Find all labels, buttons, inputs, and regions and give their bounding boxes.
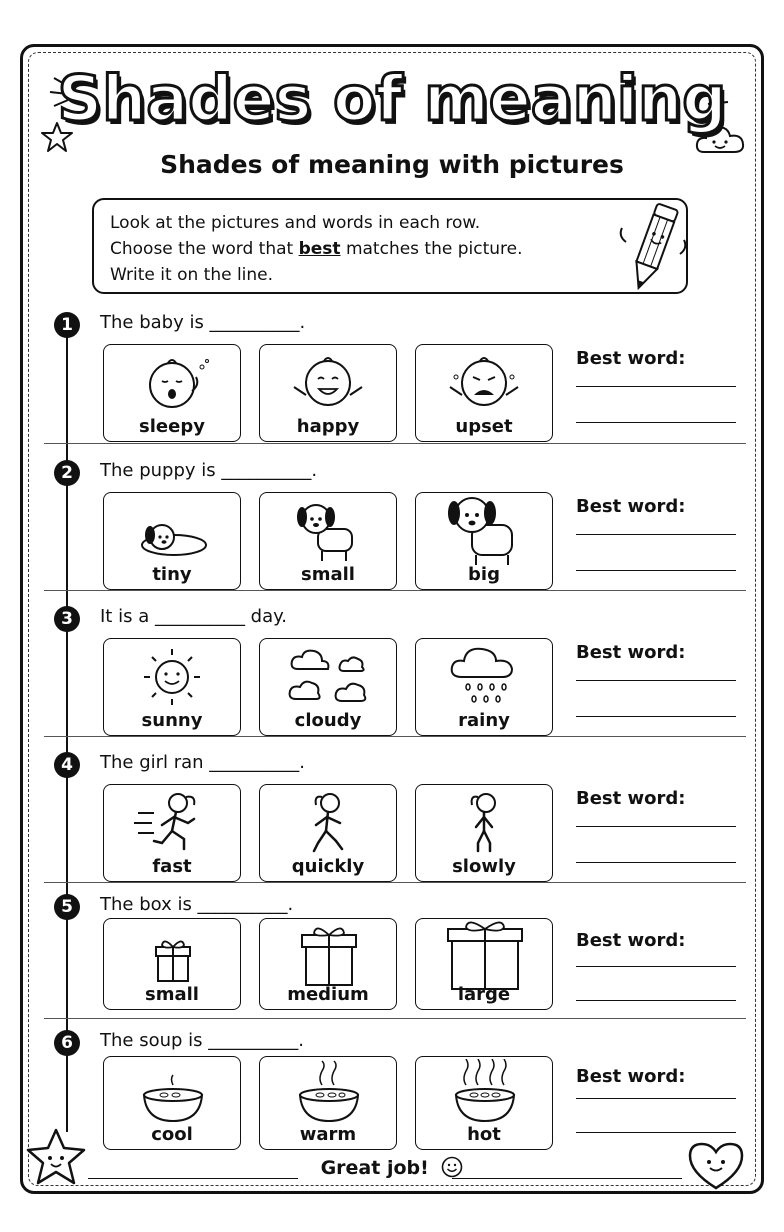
answer-line[interactable] xyxy=(576,1132,736,1133)
running-girl-icon xyxy=(260,787,396,857)
exercise-row-3 xyxy=(44,598,744,744)
heart-face-icon xyxy=(686,1138,746,1192)
word-label: hot xyxy=(467,1124,501,1145)
word-card-tiny[interactable] xyxy=(103,492,241,590)
word-card-sleepy[interactable] xyxy=(103,344,241,442)
answer-line[interactable] xyxy=(576,570,736,571)
worksheet-title: Shades of meaning xyxy=(57,62,727,135)
instruction-line-2-start: Choose the word that xyxy=(110,239,299,259)
clouds-icon xyxy=(260,641,396,711)
exercise-row-2 xyxy=(44,452,744,598)
sun-icon xyxy=(104,641,240,711)
word-label: cool xyxy=(151,1124,193,1145)
row-prompt: The girl ran __________. xyxy=(100,752,306,773)
footer-message xyxy=(0,1156,784,1179)
hot-soup-bowl-icon xyxy=(416,1059,552,1129)
instruction-line-2 xyxy=(110,236,670,262)
word-card-upset[interactable] xyxy=(415,344,553,442)
word-card-small[interactable] xyxy=(259,492,397,590)
instruction-line-2-end: matches the picture. xyxy=(340,239,523,259)
instruction-line-3: Write it on the line. xyxy=(110,265,274,285)
happy-baby-icon xyxy=(260,347,396,417)
word-label: warm xyxy=(299,1124,357,1145)
exercise-row-1 xyxy=(44,304,744,450)
answer-line[interactable] xyxy=(576,826,736,827)
row-divider xyxy=(44,1018,746,1019)
word-label: sunny xyxy=(141,710,203,731)
row-prompt: The soup is __________. xyxy=(100,1030,304,1051)
row-number: 3 xyxy=(54,606,80,632)
word-label: tiny xyxy=(152,564,192,585)
small-gift-box-icon xyxy=(104,921,240,991)
instructions-box xyxy=(92,198,688,294)
answer-line[interactable] xyxy=(576,422,736,423)
footer-text: Great job! xyxy=(320,1157,429,1179)
word-card-small-box[interactable] xyxy=(103,918,241,1010)
worksheet-subtitle: Shades of meaning with pictures xyxy=(160,150,624,179)
word-label: small xyxy=(301,564,355,585)
word-label: medium xyxy=(287,984,369,1005)
row-divider xyxy=(44,443,746,444)
row-prompt: The puppy is __________. xyxy=(100,460,318,481)
running-girl-fast-icon xyxy=(104,787,240,857)
word-card-medium-box[interactable] xyxy=(259,918,397,1010)
best-word-label: Best word: xyxy=(576,930,686,951)
row-number: 2 xyxy=(54,460,80,486)
word-label: happy xyxy=(296,416,360,437)
word-label: slowly xyxy=(452,856,516,877)
row-number: 5 xyxy=(54,894,80,920)
word-card-rainy[interactable] xyxy=(415,638,553,736)
word-label: cloudy xyxy=(294,710,362,731)
row-divider xyxy=(44,590,746,591)
small-puppy-icon xyxy=(260,495,396,565)
answer-line[interactable] xyxy=(576,1000,736,1001)
word-card-fast[interactable] xyxy=(103,784,241,882)
word-card-cloudy[interactable] xyxy=(259,638,397,736)
answer-line[interactable] xyxy=(576,386,736,387)
word-card-quickly[interactable] xyxy=(259,784,397,882)
crying-baby-icon xyxy=(416,347,552,417)
word-card-large-box[interactable] xyxy=(415,918,553,1010)
word-card-cool[interactable] xyxy=(103,1056,241,1150)
row-number: 6 xyxy=(54,1030,80,1056)
word-card-warm[interactable] xyxy=(259,1056,397,1150)
word-label: big xyxy=(468,564,500,585)
best-word-label: Best word: xyxy=(576,496,686,517)
row-number: 1 xyxy=(54,312,80,338)
row-prompt: The box is __________. xyxy=(100,894,294,915)
answer-line[interactable] xyxy=(576,534,736,535)
big-puppy-icon xyxy=(416,495,552,565)
row-divider xyxy=(44,736,746,737)
word-label: large xyxy=(457,984,511,1005)
word-card-sunny[interactable] xyxy=(103,638,241,736)
word-card-hot[interactable] xyxy=(415,1056,553,1150)
instruction-emphasis: best xyxy=(298,239,341,259)
row-divider xyxy=(44,882,746,883)
word-label: small xyxy=(145,984,199,1005)
answer-line[interactable] xyxy=(576,1098,736,1099)
best-word-label: Best word: xyxy=(576,348,686,369)
best-word-label: Best word: xyxy=(576,788,686,809)
answer-line[interactable] xyxy=(576,680,736,681)
row-prompt: It is a __________ day. xyxy=(100,606,287,627)
footer-line-right xyxy=(452,1178,682,1179)
warm-soup-bowl-icon xyxy=(260,1059,396,1129)
pencil-character-icon xyxy=(612,198,692,298)
tiny-puppy-icon xyxy=(104,495,240,565)
rain-cloud-icon xyxy=(416,641,552,711)
row-prompt: The baby is __________. xyxy=(100,312,306,333)
exercise-row-6 xyxy=(44,1022,744,1168)
walking-girl-icon xyxy=(416,787,552,857)
cool-soup-bowl-icon xyxy=(104,1059,240,1129)
word-label: rainy xyxy=(458,710,510,731)
large-gift-box-icon xyxy=(416,921,552,991)
word-label: quickly xyxy=(291,856,365,877)
answer-line[interactable] xyxy=(576,862,736,863)
smiley-icon xyxy=(441,1156,463,1178)
best-word-label: Best word: xyxy=(576,1066,686,1087)
word-card-happy[interactable] xyxy=(259,344,397,442)
instruction-line-1: Look at the pictures and words in each row. xyxy=(110,213,481,233)
row-number: 4 xyxy=(54,752,80,778)
answer-line[interactable] xyxy=(576,966,736,967)
exercise-row-5 xyxy=(44,886,744,1032)
word-label: upset xyxy=(455,416,513,437)
star-face-icon xyxy=(24,1126,88,1188)
sleepy-baby-icon xyxy=(104,347,240,417)
best-word-label: Best word: xyxy=(576,642,686,663)
answer-line[interactable] xyxy=(576,716,736,717)
word-label: sleepy xyxy=(139,416,205,437)
medium-gift-box-icon xyxy=(260,921,396,991)
exercise-row-4 xyxy=(44,744,744,890)
word-card-slowly[interactable] xyxy=(415,784,553,882)
word-card-big[interactable] xyxy=(415,492,553,590)
word-label: fast xyxy=(152,856,192,877)
